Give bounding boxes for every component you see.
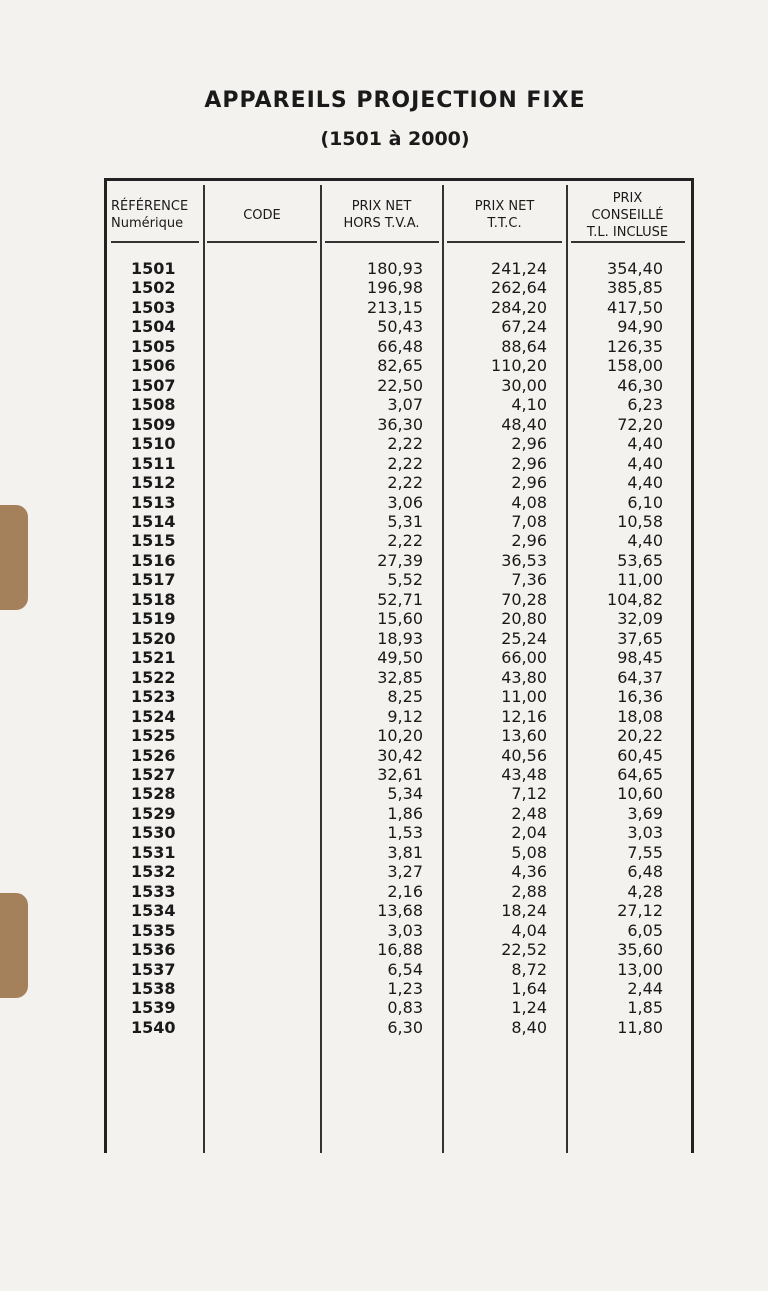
prix-net-ttc-cell: 1,24	[511, 998, 547, 1018]
prix-net-ttc-cell: 36,53	[501, 550, 547, 570]
prix-net-ht-cell: 66,48	[377, 336, 423, 356]
table-row	[107, 979, 691, 999]
prix-conseille-cell: 126,35	[607, 336, 663, 356]
reference-cell: 1526	[131, 745, 176, 765]
prix-conseille-cell: 10,60	[617, 784, 663, 804]
table-row	[107, 784, 691, 804]
prix-conseille-cell: 4,28	[627, 881, 663, 901]
prix-net-ht-cell: 50,43	[377, 317, 423, 337]
prix-net-ttc-cell: 2,88	[511, 881, 547, 901]
prix-conseille-cell: 18,08	[617, 706, 663, 726]
prix-conseille-cell: 94,90	[617, 317, 663, 337]
prix-conseille-cell: 11,00	[617, 570, 663, 590]
prix-net-ht-cell: 36,30	[377, 414, 423, 434]
prix-conseille-cell: 16,36	[617, 687, 663, 707]
prix-net-ht-cell: 5,52	[387, 570, 423, 590]
prix-conseille-cell: 417,50	[607, 297, 663, 317]
header-reference	[111, 187, 203, 243]
prix-net-ttc-cell: 5,08	[511, 842, 547, 862]
prix-net-ttc-cell: 4,10	[511, 395, 547, 415]
prix-net-ht-cell: 15,60	[377, 609, 423, 629]
reference-cell: 1502	[131, 278, 176, 298]
table-row	[107, 473, 691, 493]
prix-net-ttc-cell: 2,48	[511, 803, 547, 823]
table-row	[107, 376, 691, 396]
header-rule	[207, 241, 317, 243]
prix-conseille-cell: 385,85	[607, 278, 663, 298]
prix-net-ht-cell: 1,53	[387, 823, 423, 843]
reference-cell: 1536	[131, 940, 176, 960]
prix-net-ht-cell: 49,50	[377, 648, 423, 668]
prix-conseille-cell: 37,65	[617, 628, 663, 648]
prix-net-ht-cell: 180,93	[367, 259, 423, 278]
prix-net-ht-cell: 2,22	[387, 473, 423, 493]
reference-cell: 1515	[131, 531, 176, 551]
reference-cell: 1507	[131, 375, 176, 395]
prix-conseille-cell: 35,60	[617, 940, 663, 960]
prix-conseille-cell: 20,22	[617, 726, 663, 746]
prix-conseille-cell: 3,03	[627, 823, 663, 843]
prix-conseille-cell: 4,40	[627, 473, 663, 493]
prix-conseille-cell: 3,69	[627, 803, 663, 823]
prix-net-ht-cell: 30,42	[377, 745, 423, 765]
prix-net-ttc-cell: 88,64	[501, 336, 547, 356]
prix-net-ttc-cell: 7,36	[511, 570, 547, 590]
prix-net-ttc-cell: 40,56	[501, 745, 547, 765]
prix-conseille-cell: 104,82	[607, 589, 663, 609]
reference-cell: 1513	[131, 492, 176, 512]
reference-cell: 1505	[131, 336, 176, 356]
reference-cell: 1520	[131, 628, 176, 648]
reference-cell: 1522	[131, 667, 176, 687]
page-subtitle: (1501 à 2000)	[320, 128, 470, 150]
table-row	[107, 434, 691, 454]
table-row	[107, 337, 691, 357]
prix-net-ttc-cell: 70,28	[501, 589, 547, 609]
prix-net-ht-cell: 3,81	[387, 842, 423, 862]
table-row	[107, 531, 691, 551]
prix-conseille-cell: 64,37	[617, 667, 663, 687]
prix-conseille-cell: 27,12	[617, 901, 663, 921]
table-row	[107, 493, 691, 513]
prix-net-ht-cell: 8,25	[387, 687, 423, 707]
prix-net-ttc-cell: 30,00	[501, 375, 547, 395]
table-row	[107, 707, 691, 727]
prix-net-ht-cell: 52,71	[377, 589, 423, 609]
prix-net-ttc-cell: 18,24	[501, 901, 547, 921]
prix-conseille-cell: 10,58	[617, 511, 663, 531]
reference-cell: 1516	[131, 550, 176, 570]
prix-net-ht-cell: 2,22	[387, 531, 423, 551]
paper-stain	[0, 505, 28, 610]
table-row	[107, 668, 691, 688]
table-row	[107, 317, 691, 337]
header-text: CONSEILLÉ	[591, 207, 664, 223]
header-net-ht	[321, 187, 442, 243]
table-row	[107, 998, 691, 1018]
header-text: PRIX NET	[351, 199, 412, 214]
reference-cell: 1525	[131, 726, 176, 746]
header-rule	[447, 241, 562, 243]
table-row	[107, 843, 691, 863]
reference-cell: 1530	[131, 823, 176, 843]
prix-net-ttc-cell: 8,72	[511, 959, 547, 979]
reference-cell: 1521	[131, 648, 176, 668]
prix-conseille-cell: 53,65	[617, 550, 663, 570]
header-text: T.L. INCLUSE	[586, 224, 669, 240]
prix-net-ht-cell: 0,83	[387, 998, 423, 1018]
table-row	[107, 823, 691, 843]
prix-net-ttc-cell: 25,24	[501, 628, 547, 648]
reference-cell: 1518	[131, 589, 176, 609]
prix-conseille-cell: 4,40	[627, 434, 663, 454]
prix-net-ttc-cell: 20,80	[501, 609, 547, 629]
table-row	[107, 940, 691, 960]
prix-net-ttc-cell: 66,00	[501, 648, 547, 668]
header-text: PRIX	[612, 190, 643, 206]
header-conseille	[567, 187, 688, 243]
prix-net-ttc-cell: 2,96	[511, 453, 547, 473]
prix-conseille-cell: 7,55	[627, 842, 663, 862]
prix-conseille-cell: 72,20	[617, 414, 663, 434]
reference-cell: 1533	[131, 881, 176, 901]
table-row	[107, 901, 691, 921]
table-row	[107, 648, 691, 668]
reference-cell: 1529	[131, 803, 176, 823]
prix-net-ht-cell: 3,03	[387, 920, 423, 940]
prix-net-ttc-cell: 7,08	[511, 511, 547, 531]
reference-cell: 1537	[131, 959, 176, 979]
prix-net-ttc-cell: 4,08	[511, 492, 547, 512]
header-code	[204, 187, 320, 243]
prix-net-ht-cell: 32,85	[377, 667, 423, 687]
prix-net-ttc-cell: 43,80	[501, 667, 547, 687]
prix-net-ttc-cell: 22,52	[501, 940, 547, 960]
prix-net-ht-cell: 27,39	[377, 550, 423, 570]
reference-cell: 1524	[131, 706, 176, 726]
table-row	[107, 862, 691, 882]
header-text: T.T.C.	[487, 216, 522, 231]
header-rule	[571, 241, 685, 243]
reference-cell: 1519	[131, 609, 176, 629]
prix-net-ht-cell: 16,88	[377, 940, 423, 960]
reference-cell: 1517	[131, 570, 176, 590]
prix-conseille-cell: 158,00	[607, 356, 663, 376]
prix-net-ttc-cell: 13,60	[501, 726, 547, 746]
reference-cell: 1539	[131, 998, 176, 1018]
header-rule	[111, 241, 199, 243]
prix-net-ht-cell: 3,27	[387, 862, 423, 882]
table-row	[107, 921, 691, 941]
paper-stain	[0, 893, 28, 998]
prix-net-ttc-cell: 2,04	[511, 823, 547, 843]
prix-conseille-cell: 6,23	[627, 395, 663, 415]
prix-net-ht-cell: 5,31	[387, 511, 423, 531]
table-row	[107, 726, 691, 746]
header-text: RÉFÉRENCE	[111, 199, 189, 214]
header-text: HORS T.V.A.	[343, 216, 420, 231]
prix-net-ht-cell: 18,93	[377, 628, 423, 648]
table-row	[107, 1018, 691, 1038]
prix-net-ht-cell: 213,15	[367, 297, 423, 317]
table-row	[107, 765, 691, 785]
prix-net-ttc-cell: 284,20	[491, 297, 547, 317]
prix-net-ht-cell: 1,86	[387, 803, 423, 823]
prix-net-ttc-cell: 2,96	[511, 434, 547, 454]
reference-cell: 1512	[131, 473, 176, 493]
reference-cell: 1528	[131, 784, 176, 804]
prix-net-ht-cell: 32,61	[377, 764, 423, 784]
prix-conseille-cell: 6,10	[627, 492, 663, 512]
prix-conseille-cell: 1,85	[627, 998, 663, 1018]
page-title: APPAREILS PROJECTION FIXE	[204, 88, 586, 113]
table-row	[107, 960, 691, 980]
prix-conseille-cell: 4,40	[627, 531, 663, 551]
prix-net-ttc-cell: 43,48	[501, 764, 547, 784]
table-row	[107, 629, 691, 649]
prix-net-ttc-cell: 67,24	[501, 317, 547, 337]
prix-net-ttc-cell: 8,40	[511, 1017, 547, 1037]
table-row	[107, 278, 691, 298]
prix-conseille-cell: 32,09	[617, 609, 663, 629]
reference-cell: 1503	[131, 297, 176, 317]
prix-net-ttc-cell: 48,40	[501, 414, 547, 434]
prix-net-ttc-cell: 4,04	[511, 920, 547, 940]
reference-cell: 1538	[131, 979, 176, 999]
prix-net-ht-cell: 6,54	[387, 959, 423, 979]
table-row	[107, 882, 691, 902]
prix-conseille-cell: 46,30	[617, 375, 663, 395]
prix-net-ttc-cell: 2,96	[511, 531, 547, 551]
prix-conseille-cell: 11,80	[617, 1017, 663, 1037]
reference-cell: 1504	[131, 317, 176, 337]
table-row	[107, 590, 691, 610]
reference-cell: 1509	[131, 414, 176, 434]
prix-net-ht-cell: 9,12	[387, 706, 423, 726]
table-row	[107, 395, 691, 415]
prix-net-ht-cell: 2,22	[387, 453, 423, 473]
header-text: PRIX NET	[474, 199, 535, 214]
prix-net-ttc-cell: 110,20	[491, 356, 547, 376]
reference-cell: 1534	[131, 901, 176, 921]
prix-conseille-cell: 60,45	[617, 745, 663, 765]
header-net-ttc	[443, 187, 566, 243]
prix-conseille-cell: 4,40	[627, 453, 663, 473]
prix-conseille-cell: 13,00	[617, 959, 663, 979]
reference-cell: 1532	[131, 862, 176, 882]
prix-net-ht-cell: 22,50	[377, 375, 423, 395]
prix-net-ttc-cell: 7,12	[511, 784, 547, 804]
prix-net-ht-cell: 3,06	[387, 492, 423, 512]
prix-conseille-cell: 6,48	[627, 862, 663, 882]
table-row	[107, 804, 691, 824]
table-row	[107, 570, 691, 590]
table-row	[107, 687, 691, 707]
prix-net-ttc-cell: 2,96	[511, 473, 547, 493]
table-row	[107, 259, 691, 279]
prix-net-ht-cell: 13,68	[377, 901, 423, 921]
prix-net-ht-cell: 10,20	[377, 726, 423, 746]
header-text: Numérique	[111, 216, 184, 231]
reference-cell: 1523	[131, 687, 176, 707]
prix-net-ttc-cell: 1,64	[511, 979, 547, 999]
table-row	[107, 454, 691, 474]
table-row	[107, 551, 691, 571]
prix-net-ht-cell: 2,16	[387, 881, 423, 901]
table-row	[107, 415, 691, 435]
prix-conseille-cell: 6,05	[627, 920, 663, 940]
reference-cell: 1501	[131, 259, 176, 278]
prix-conseille-cell: 2,44	[627, 979, 663, 999]
table-row	[107, 746, 691, 766]
prix-net-ttc-cell: 11,00	[501, 687, 547, 707]
reference-cell: 1535	[131, 920, 176, 940]
table-row	[107, 298, 691, 318]
prix-conseille-cell: 98,45	[617, 648, 663, 668]
table-row	[107, 609, 691, 629]
reference-cell: 1531	[131, 842, 176, 862]
prix-net-ht-cell: 5,34	[387, 784, 423, 804]
table-row	[107, 356, 691, 376]
reference-cell: 1506	[131, 356, 176, 376]
prix-net-ht-cell: 196,98	[367, 278, 423, 298]
prix-conseille-cell: 64,65	[617, 764, 663, 784]
prix-net-ht-cell: 1,23	[387, 979, 423, 999]
prix-net-ht-cell: 3,07	[387, 395, 423, 415]
table-row	[107, 512, 691, 532]
prix-net-ttc-cell: 4,36	[511, 862, 547, 882]
prix-conseille-cell: 354,40	[607, 259, 663, 278]
prix-net-ht-cell: 82,65	[377, 356, 423, 376]
prix-net-ttc-cell: 241,24	[491, 259, 547, 278]
price-table	[104, 178, 694, 1153]
reference-cell: 1508	[131, 395, 176, 415]
header-rule	[325, 241, 439, 243]
header-text: CODE	[243, 207, 281, 223]
prix-net-ht-cell: 2,22	[387, 434, 423, 454]
reference-cell: 1540	[131, 1017, 176, 1037]
reference-cell: 1527	[131, 764, 176, 784]
prix-net-ttc-cell: 12,16	[501, 706, 547, 726]
prix-net-ht-cell: 6,30	[387, 1017, 423, 1037]
reference-cell: 1514	[131, 511, 176, 531]
prix-net-ttc-cell: 262,64	[491, 278, 547, 298]
reference-cell: 1510	[131, 434, 176, 454]
reference-cell: 1511	[131, 453, 176, 473]
